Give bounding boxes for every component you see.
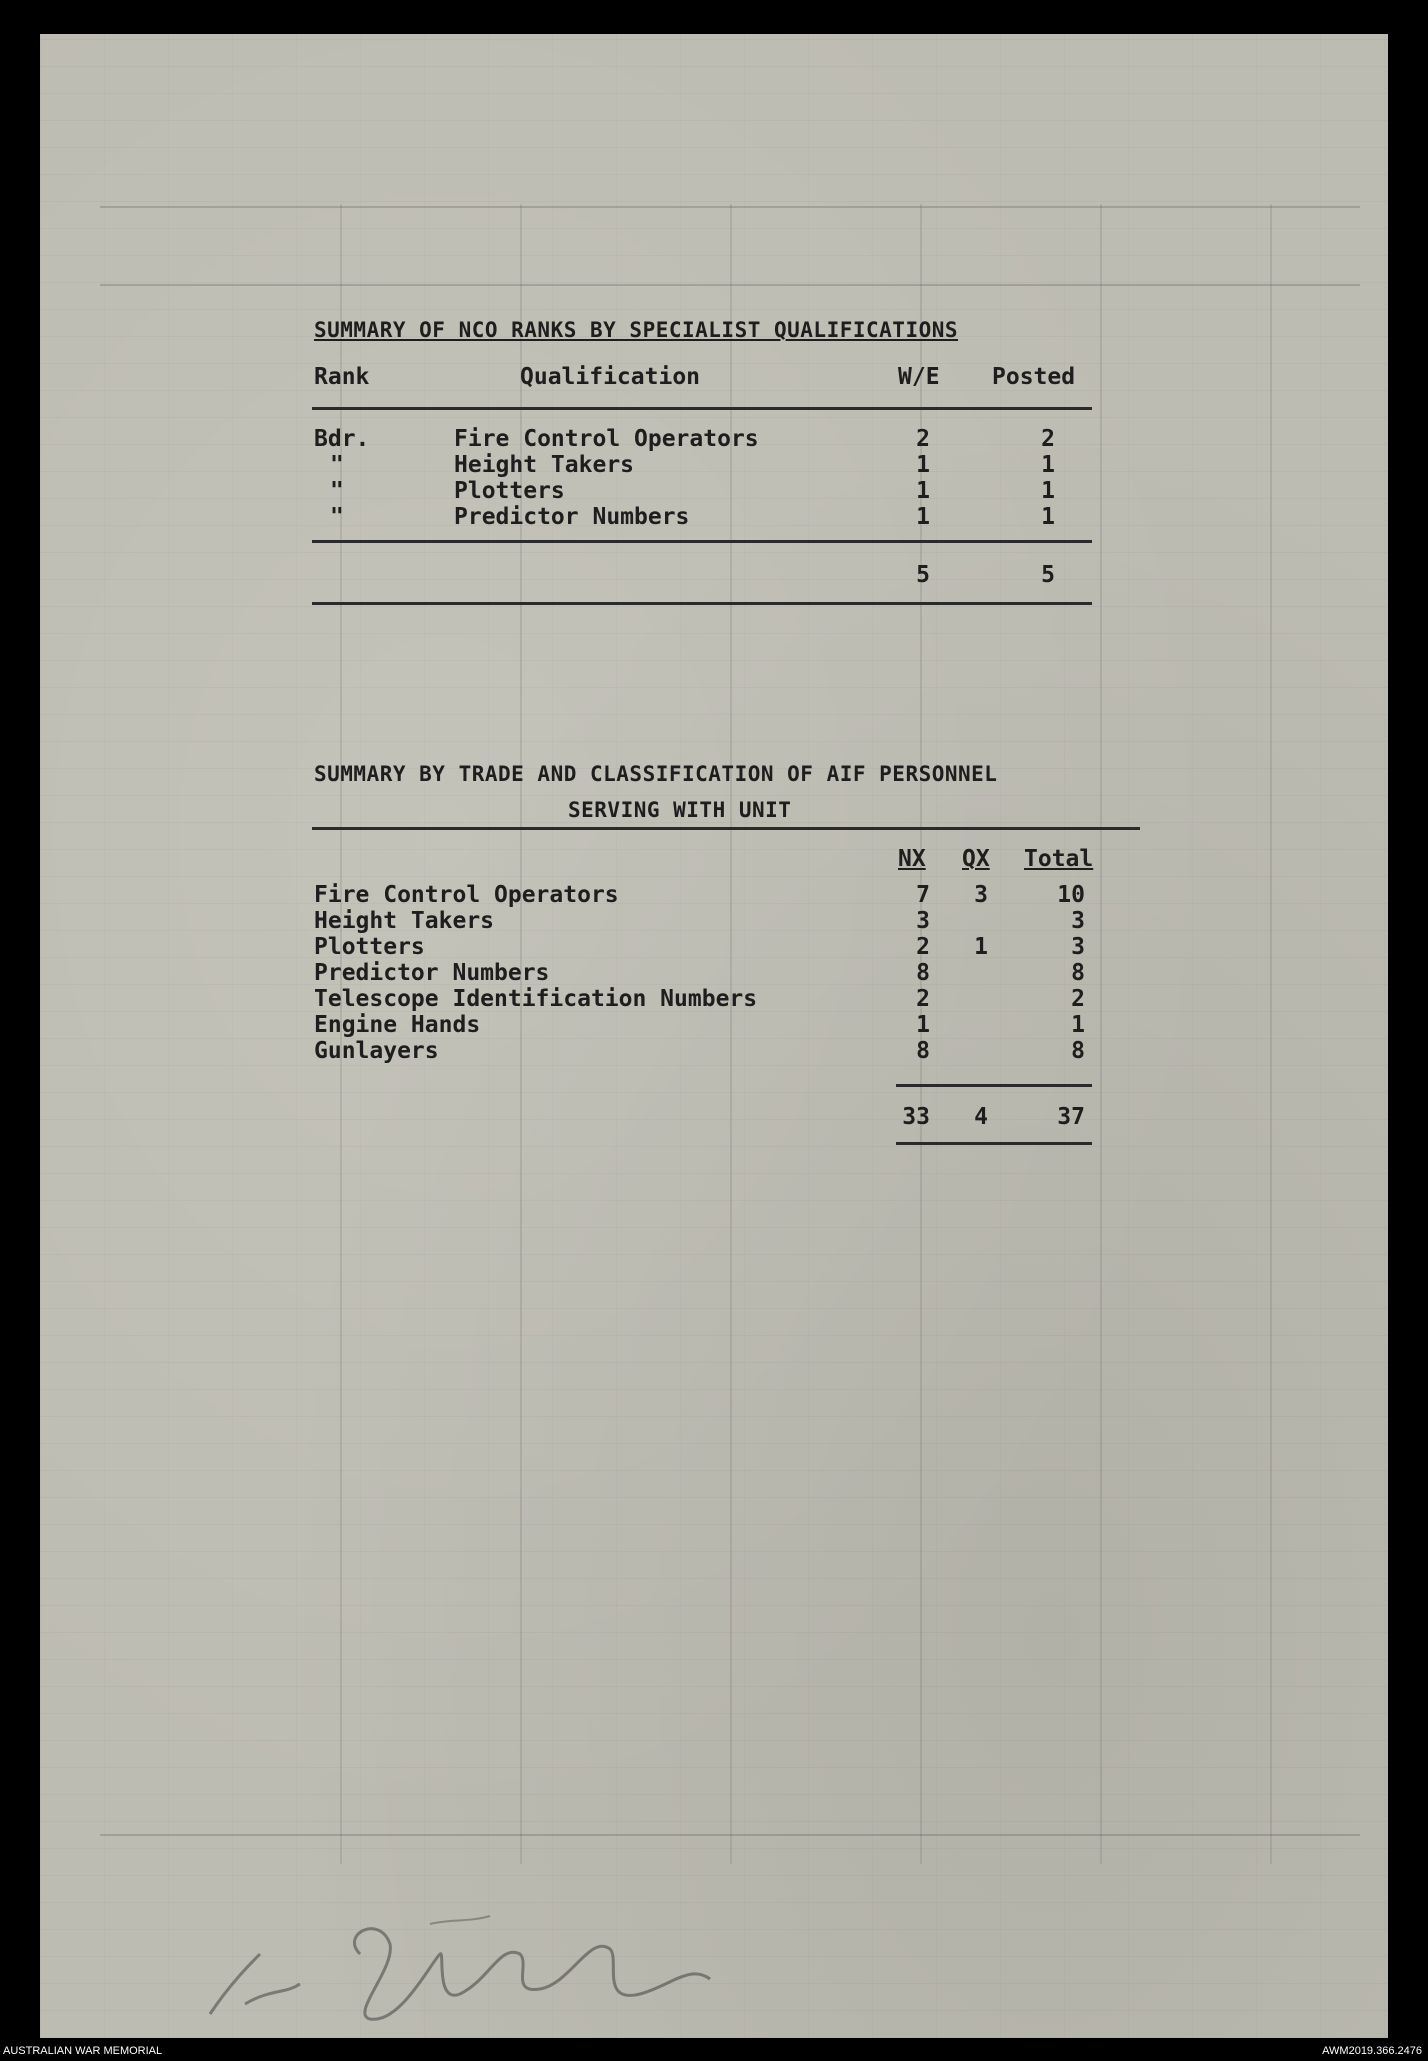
trade-row-nx: 7 <box>916 882 930 908</box>
trade-row-name: Gunlayers <box>314 1038 439 1064</box>
footer-accession-number: AWM2019.366.2476 <box>1322 2045 1422 2057</box>
nco-total-we: 5 <box>916 562 930 588</box>
trade-header-total: Total <box>1024 846 1094 872</box>
nco-header-rank: Rank <box>314 364 370 390</box>
trade-bottom-rule <box>896 1142 1092 1145</box>
trade-row-qx: 1 <box>974 934 988 960</box>
trade-row-total: 3 <box>1071 934 1085 960</box>
nco-row-rank: " <box>330 504 344 530</box>
trade-row-nx: 2 <box>916 934 930 960</box>
trade-row-total: 8 <box>1071 960 1085 986</box>
trade-total-nx: 33 <box>902 1104 930 1130</box>
paper-sheet <box>40 34 1388 2038</box>
trade-summary-title-line2: SERVING WITH UNIT <box>568 798 792 822</box>
nco-row-we: 1 <box>916 452 930 478</box>
trade-row-total: 8 <box>1071 1038 1085 1064</box>
nco-header-posted: Posted <box>992 364 1076 390</box>
nco-row-qualification: Fire Control Operators <box>454 426 759 452</box>
bleed-column <box>1100 204 1102 1864</box>
trade-row-name: Fire Control Operators <box>314 882 619 908</box>
trade-row-nx: 2 <box>916 986 930 1012</box>
trade-row-name: Telescope Identification Numbers <box>314 986 758 1012</box>
footer-bar <box>0 2042 1428 2061</box>
nco-row-posted: 1 <box>1041 478 1055 504</box>
trade-row-nx: 8 <box>916 960 930 986</box>
trade-row-total: 1 <box>1071 1012 1085 1038</box>
footer-archive-label: AUSTRALIAN WAR MEMORIAL <box>3 2045 163 2057</box>
trade-row-nx: 3 <box>916 908 930 934</box>
nco-row-posted: 1 <box>1041 452 1055 478</box>
trade-row-nx: 1 <box>916 1012 930 1038</box>
trade-row-qx: 3 <box>974 882 988 908</box>
trade-row-name: Height Takers <box>314 908 495 934</box>
nco-row-rank: " <box>330 478 344 504</box>
trade-header-qx: QX <box>962 846 990 872</box>
nco-header-we: W/E <box>898 364 940 390</box>
trade-row-name: Engine Hands <box>314 1012 481 1038</box>
trade-row-total: 3 <box>1071 908 1085 934</box>
trade-rows-rule <box>896 1084 1092 1087</box>
bleed-column <box>1270 204 1272 1864</box>
nco-row-posted: 1 <box>1041 504 1055 530</box>
trade-row-name: Predictor Numbers <box>314 960 550 986</box>
trade-title-rule <box>312 827 1140 830</box>
trade-row-nx: 8 <box>916 1038 930 1064</box>
bleed-column <box>730 204 732 1864</box>
nco-row-rank: " <box>330 452 344 478</box>
nco-row-we: 2 <box>916 426 930 452</box>
nco-header-qualification: Qualification <box>520 364 701 390</box>
trade-row-name: Plotters <box>314 934 425 960</box>
trade-summary-title-line1: SUMMARY BY TRADE AND CLASSIFICATION OF AIF PERSONNEL <box>314 762 998 786</box>
nco-bottom-rule <box>312 602 1092 605</box>
handwritten-signature <box>190 1894 750 2034</box>
trade-row-total: 2 <box>1071 986 1085 1012</box>
nco-row-rank: Bdr. <box>314 426 370 452</box>
nco-summary-title: SUMMARY OF NCO RANKS BY SPECIALIST QUALIFICATIONS <box>314 318 959 342</box>
nco-row-posted: 2 <box>1041 426 1055 452</box>
trade-total-qx: 4 <box>974 1104 988 1130</box>
nco-row-qualification: Height Takers <box>454 452 635 478</box>
nco-row-we: 1 <box>916 504 930 530</box>
trade-header-nx: NX <box>898 846 926 872</box>
trade-row-total: 10 <box>1057 882 1085 908</box>
nco-row-we: 1 <box>916 478 930 504</box>
nco-header-rule <box>312 407 1092 410</box>
nco-total-posted: 5 <box>1041 562 1055 588</box>
nco-row-qualification: Plotters <box>454 478 565 504</box>
trade-total-total: 37 <box>1057 1104 1085 1130</box>
nco-rows-rule <box>312 540 1092 543</box>
nco-row-qualification: Predictor Numbers <box>454 504 690 530</box>
